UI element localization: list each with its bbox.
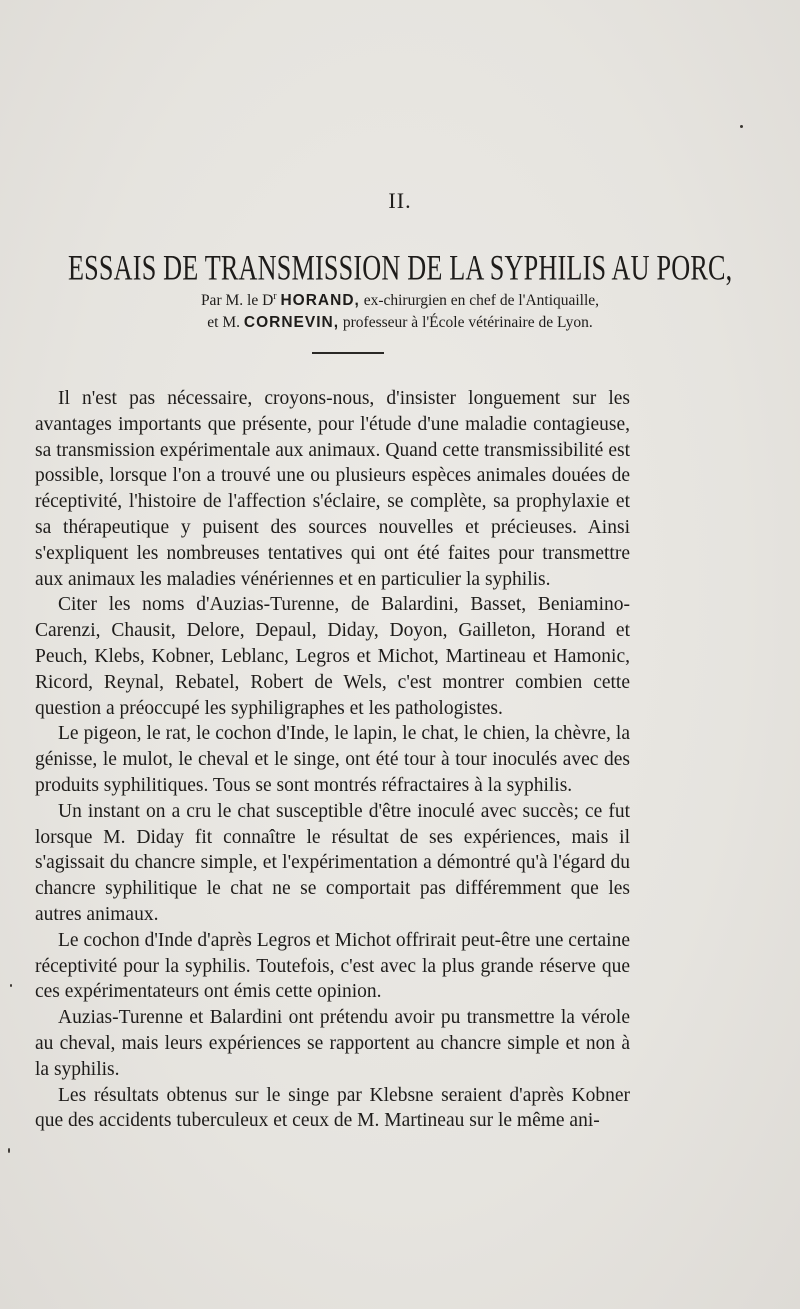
- article-body: [35, 386, 630, 1134]
- paragraph: Citer les noms d'Auzias-Turenne, de Balardini, Basset, Beniamino-Carenzi, Chausit, Delore, Depaul, Diday, Doyon, Gailleton, Horand et Peuch, Klebs, Kobner, Leblanc, Legros et Michot, Martineau et Hamonic, Ricord, Reynal, Rebatel, Robert de Wels, c'est montrer combien cette question a préoccupé les syphiligraphes et les pathologistes.: [35, 594, 630, 719]
- ink-speck: [740, 125, 743, 128]
- paragraph: Auzias-Turenne et Balardini ont prétendu avoir pu transmettre la vérole au cheval, mais leurs expériences se rapportent au chancre simple et non à la syphilis.: [35, 1007, 630, 1080]
- ink-speck: [10, 984, 12, 987]
- author-2-name: CORNEVIN,: [243, 314, 339, 332]
- paragraph: Le pigeon, le rat, le cochon d'Inde, le lapin, le chat, le chien, la chèvre, la génisse, le mulot, le cheval et le singe, ont été tour à tour inoculés avec des produits syphilitiques. Tous se sont montrés réfractaires à la syphilis.: [35, 723, 630, 796]
- author-line-2: [0, 312, 800, 334]
- section-number: II.: [388, 188, 412, 213]
- paragraph: Les résultats obtenus sur le singe par Klebsne seraient d'après Kobner que des accidents tuberculeux et ceux de M. Martineau sur le même ani-: [35, 1084, 630, 1132]
- paragraph: Un instant on a cru le chat susceptible d'être inoculé avec succès; ce fut lorsque M. Diday fit connaître le résultat de ses expériences, mais il s'agissait du chancre simple, et l'expérimentation a démontré qu'à l'égard du chancre syphilitique le chat ne se comportait pas différemment que les autres animaux.: [35, 800, 630, 925]
- article-title: ESSAIS DE TRANSMISSION DE LA SYPHILIS AU PORC,: [68, 248, 733, 288]
- author-byline: [0, 286, 800, 334]
- ink-speck: [8, 1148, 10, 1153]
- author-line-1: [0, 286, 800, 312]
- paragraph: Il n'est pas nécessaire, croyons-nous, d'insister longuement sur les avantages importants que présente, pour l'étude d'une maladie contagieuse, sa transmission expérimentale aux animaux. Quand cette transmissibilité est possible, lorsque l'on a trouvé une ou plusieurs espèces animales douées de réceptivité, l'histoire de l'affection s'éclaire, se complète, sa prophylaxie et sa thérapeutique y puisent des sources nouvelles et précieuses. Ainsi s'expliquent les nombreuses tentatives qui ont été faites pour transmettre aux animaux les maladies vénériennes et en particulier la syphilis.: [35, 388, 630, 590]
- author-1-prefix: Par M. le D: [200, 292, 274, 310]
- author-2-affiliation: professeur à l'École vétérinaire de Lyon.: [342, 314, 593, 332]
- author-1-title-superscript: r: [273, 291, 277, 302]
- author-1-affiliation: ex-chirurgien en chef de l'Antiquaille,: [363, 292, 600, 310]
- author-2-prefix: et M.: [207, 314, 240, 332]
- paragraph: Le cochon d'Inde d'après Legros et Michot offrirait peut-être une certaine réceptivité pour la syphilis. Toutefois, c'est avec la plus grande réserve que ces expérimentateurs ont émis cette opinion.: [35, 929, 630, 1003]
- title-divider: [312, 352, 384, 354]
- author-1-name: HORAND,: [280, 292, 360, 310]
